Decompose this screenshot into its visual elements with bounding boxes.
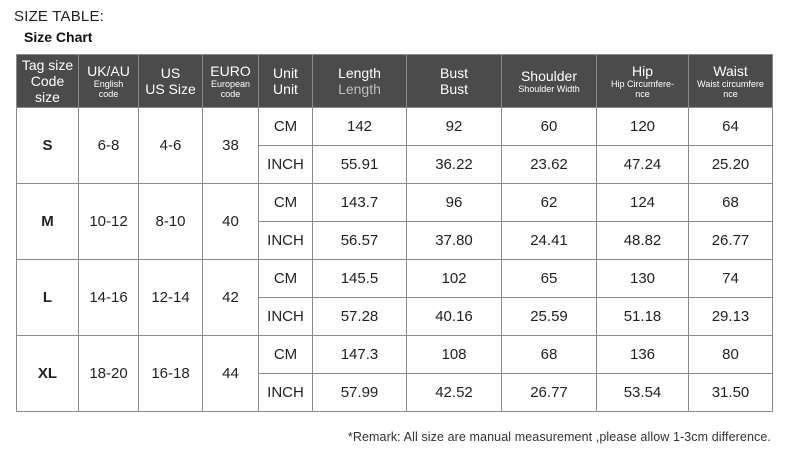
header-unit-label: Unit bbox=[273, 65, 298, 81]
header-waist-sub2: nce bbox=[723, 89, 738, 99]
header-shoulder bbox=[502, 55, 597, 108]
header-hip bbox=[597, 55, 689, 108]
waist-cell: 29.13 bbox=[689, 298, 773, 336]
size-chart-table bbox=[16, 54, 773, 412]
waist-cell: 68 bbox=[689, 184, 773, 222]
uk-au-cell: 10-12 bbox=[79, 184, 139, 260]
header-uk-au-label: UK/AU bbox=[87, 63, 130, 79]
header-euro bbox=[203, 55, 259, 108]
header-waist-sub1: Waist circumfere bbox=[697, 79, 764, 89]
header-uk-au-sub1: English bbox=[93, 79, 124, 89]
waist-cell: 26.77 bbox=[689, 222, 773, 260]
hip-cell: 120 bbox=[597, 108, 689, 146]
bust-cell: 36.22 bbox=[407, 146, 502, 184]
us-size-cell: 16-18 bbox=[139, 336, 203, 412]
header-row bbox=[17, 55, 773, 108]
euro-size-cell: 44 bbox=[203, 336, 259, 412]
tag-size-cell: M bbox=[17, 184, 79, 260]
tag-size-cell: S bbox=[17, 108, 79, 184]
waist-cell: 31.50 bbox=[689, 374, 773, 412]
bust-cell: 40.16 bbox=[407, 298, 502, 336]
shoulder-cell: 25.59 bbox=[502, 298, 597, 336]
tag-size-cell: L bbox=[17, 260, 79, 336]
header-hip-label: Hip bbox=[631, 63, 653, 79]
header-euro-sub2: code bbox=[220, 89, 241, 99]
bust-cell: 92 bbox=[407, 108, 502, 146]
header-bust-label: Bust bbox=[439, 65, 468, 81]
tag-size-cell: XL bbox=[17, 336, 79, 412]
table-row bbox=[17, 184, 773, 222]
unit-cell: CM bbox=[259, 108, 313, 146]
hip-cell: 136 bbox=[597, 336, 689, 374]
header-uk-au bbox=[79, 55, 139, 108]
bust-cell: 108 bbox=[407, 336, 502, 374]
shoulder-cell: 62 bbox=[502, 184, 597, 222]
unit-cell: INCH bbox=[259, 146, 313, 184]
header-euro-label: EURO bbox=[210, 63, 251, 79]
shoulder-cell: 60 bbox=[502, 108, 597, 146]
header-length-label: Length bbox=[338, 65, 381, 81]
euro-size-cell: 40 bbox=[203, 184, 259, 260]
header-shoulder-sub: Shoulder Width bbox=[518, 84, 580, 94]
unit-cell: CM bbox=[259, 184, 313, 222]
header-waist-label: Waist bbox=[713, 63, 748, 79]
hip-cell: 47.24 bbox=[597, 146, 689, 184]
header-length bbox=[313, 55, 407, 108]
header-shoulder-label: Shoulder bbox=[520, 68, 578, 84]
shoulder-cell: 68 bbox=[502, 336, 597, 374]
unit-cell: INCH bbox=[259, 298, 313, 336]
bust-cell: 42.52 bbox=[407, 374, 502, 412]
header-unit-sub: Unit bbox=[273, 81, 298, 97]
header-unit bbox=[259, 55, 313, 108]
shoulder-cell: 26.77 bbox=[502, 374, 597, 412]
header-us-label: US bbox=[160, 65, 181, 81]
header-tag-size-label: Tag size bbox=[21, 57, 74, 73]
shoulder-cell: 23.62 bbox=[502, 146, 597, 184]
waist-cell: 74 bbox=[689, 260, 773, 298]
uk-au-cell: 6-8 bbox=[79, 108, 139, 184]
unit-cell: CM bbox=[259, 336, 313, 374]
header-bust-sub: Bust bbox=[439, 81, 468, 97]
header-tag-size bbox=[17, 55, 79, 108]
header-us-sub: US Size bbox=[145, 81, 196, 97]
uk-au-cell: 14-16 bbox=[79, 260, 139, 336]
header-hip-sub2: nce bbox=[635, 89, 650, 99]
header-hip-sub1: Hip Circumfere- bbox=[610, 79, 674, 89]
header-length-sub: Length bbox=[338, 81, 381, 97]
waist-cell: 64 bbox=[689, 108, 773, 146]
unit-cell: INCH bbox=[259, 374, 313, 412]
header-euro-sub1: European bbox=[210, 79, 251, 89]
header-uk-au-sub2: code bbox=[98, 89, 119, 99]
shoulder-cell: 24.41 bbox=[502, 222, 597, 260]
waist-cell: 80 bbox=[689, 336, 773, 374]
bust-cell: 102 bbox=[407, 260, 502, 298]
size-chart-subheading: Size Chart bbox=[24, 29, 93, 45]
hip-cell: 130 bbox=[597, 260, 689, 298]
euro-size-cell: 38 bbox=[203, 108, 259, 184]
hip-cell: 53.54 bbox=[597, 374, 689, 412]
page-heading: SIZE TABLE: bbox=[14, 8, 105, 25]
length-cell: 143.7 bbox=[313, 184, 407, 222]
table-row bbox=[17, 336, 773, 374]
us-size-cell: 12-14 bbox=[139, 260, 203, 336]
length-cell: 147.3 bbox=[313, 336, 407, 374]
length-cell: 145.5 bbox=[313, 260, 407, 298]
header-waist bbox=[689, 55, 773, 108]
length-cell: 56.57 bbox=[313, 222, 407, 260]
hip-cell: 48.82 bbox=[597, 222, 689, 260]
table-row bbox=[17, 108, 773, 146]
remark-note: *Remark: All size are manual measurement ,please allow 1-3cm difference. bbox=[347, 430, 771, 444]
length-cell: 55.91 bbox=[313, 146, 407, 184]
shoulder-cell: 65 bbox=[502, 260, 597, 298]
hip-cell: 124 bbox=[597, 184, 689, 222]
header-us bbox=[139, 55, 203, 108]
length-cell: 142 bbox=[313, 108, 407, 146]
table-row bbox=[17, 260, 773, 298]
hip-cell: 51.18 bbox=[597, 298, 689, 336]
bust-cell: 37.80 bbox=[407, 222, 502, 260]
euro-size-cell: 42 bbox=[203, 260, 259, 336]
unit-cell: CM bbox=[259, 260, 313, 298]
header-code-size-label: Code size bbox=[30, 73, 65, 105]
unit-cell: INCH bbox=[259, 222, 313, 260]
length-cell: 57.28 bbox=[313, 298, 407, 336]
us-size-cell: 4-6 bbox=[139, 108, 203, 184]
us-size-cell: 8-10 bbox=[139, 184, 203, 260]
header-bust bbox=[407, 55, 502, 108]
length-cell: 57.99 bbox=[313, 374, 407, 412]
uk-au-cell: 18-20 bbox=[79, 336, 139, 412]
bust-cell: 96 bbox=[407, 184, 502, 222]
waist-cell: 25.20 bbox=[689, 146, 773, 184]
